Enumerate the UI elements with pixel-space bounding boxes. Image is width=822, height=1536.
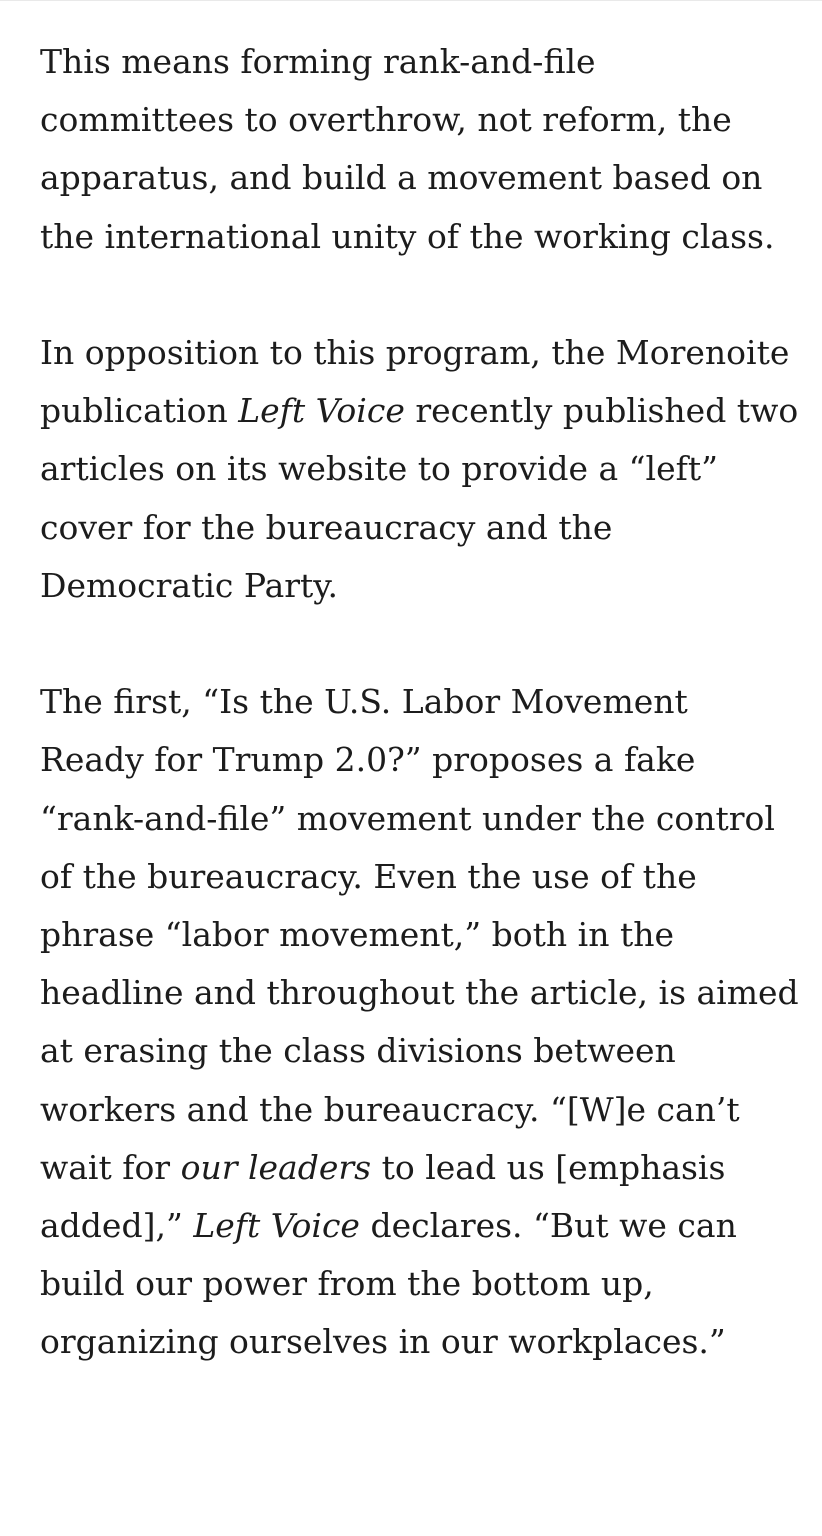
paragraph-text: declares. “But we can build our power from the bottom up, organizing ourselves in our workplaces.” bbox=[40, 1206, 737, 1362]
paragraph-text: recently published two articles on its website to provide a “left” cover for the bureaucracy and the Democratic Party. bbox=[40, 391, 799, 605]
paragraph-text: The first, “Is the U.S. Labor Movement Ready for Trump 2.0?” proposes a fake “rank-and-file” movement under the control of the bureaucracy. Even the use of the phrase “labor movement,” both in the headline and throughout the article, is aimed at erasing the class divisions between workers and the bureaucracy. “[W]e can’t wait for bbox=[40, 682, 799, 1187]
paragraph-text: to lead us [emphasis added],” bbox=[40, 1147, 726, 1246]
paragraph-rank-and-file: This means forming rank-and-file committees to overthrow, not reform, the apparatus, and build a movement based on the international unity of the working class. bbox=[40, 42, 775, 256]
article-body bbox=[40, 33, 800, 1372]
publication-name: Left Voice bbox=[238, 391, 405, 431]
top-divider bbox=[0, 0, 822, 1]
emphasis-text: our leaders bbox=[180, 1147, 372, 1187]
publication-name: Left Voice bbox=[193, 1206, 360, 1246]
paragraph-first-article bbox=[40, 673, 800, 1371]
paragraph-text: In opposition to this program, the Morenoite publication bbox=[40, 333, 790, 431]
paragraph-opposition bbox=[40, 324, 800, 615]
